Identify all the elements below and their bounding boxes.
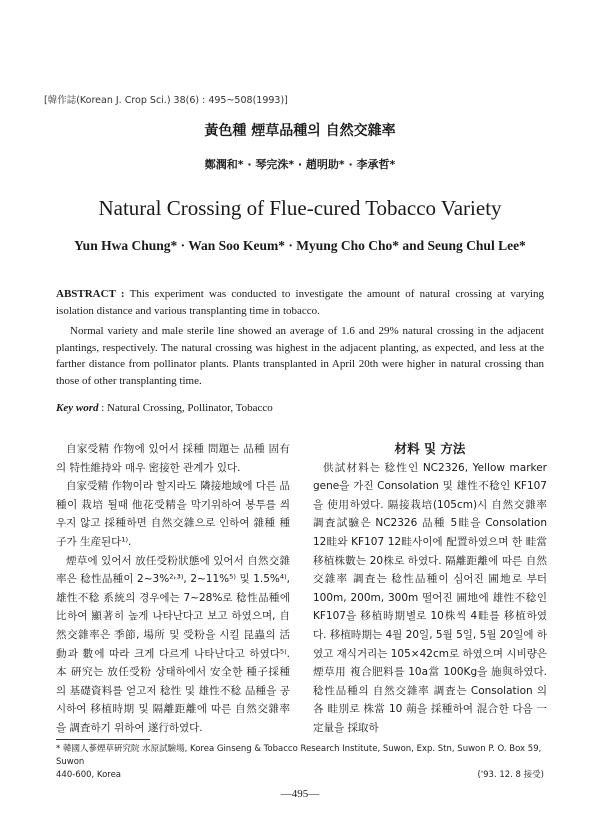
footnote-line-1: * 韓國人蔘煙草硏究院 水原試驗場, Korea Ginseng & Tobacco Research Institute, Suwon, Exp. Stn, Suwon P. O. Box 59, Suwon [56, 744, 542, 767]
keywords [56, 402, 273, 414]
abstract [56, 286, 544, 389]
footnote [56, 743, 544, 782]
footnote-received-date: ('93. 12. 8 接受) [477, 770, 544, 780]
intro-paragraph-1: 自家受精 作物에 있어서 採種 問題는 品種 固有의 特性維持와 매우 密接한 관계가 있다. [56, 443, 290, 474]
abstract-paragraph-1 [56, 286, 544, 319]
keywords-label: Key word [56, 402, 99, 414]
english-authors: Yun Hwa Chung* · Wan Soo Keum* · Myung Cho Cho* and Seung Chul Lee* [74, 238, 526, 253]
footnote-postcode: 440-600, Korea [56, 770, 122, 780]
right-column [313, 440, 547, 738]
korean-authors: 鄭潤和* · 琴完洙* · 趙明助* · 李承哲* [204, 158, 396, 171]
footnote-line-2 [56, 769, 544, 782]
methods-paragraph-1: 供試材料는 稔性인 NC2326, Yellow marker gene을 가진 Consolation 및 雄性不稔인 KF107을 使用하였다. 隔接栽培(105cm)시 自然交雜率 調査試驗은 NC2326 品種 5畦을 Consolation 12畦와 KF107 12畦사이에 配置하였으며 한 畦當 移植株數는 20株로 하였다. 隔離距離에 따른 自然交雜率 調査는 稔性品種이 심어진 圃地로 부터 100m, 200m, 300m 떨어진 圃地에 雄性不稔인 KF107을 移植時期별로 10株씩 4畦를 移植하였다. 移植時期는 4월 20일, 5월 5일, 5월 20일에 하였고 재식거리는 105×42cm로 하였으며 시비량은 煙草用 複合肥料를 10a當 100Kg을 施與하였다. 稔性品種의 自然交雜率 調査는 Consolation 의 各 畦別로 株當 10 蒴을 採種하여 混合한 다음 一定量을 採取하 [313, 461, 547, 734]
left-column [56, 440, 290, 738]
footnote-divider [56, 739, 150, 740]
intro-paragraph-2: 自家受精 作物이라 할지라도 隣接地域에 다른 品種이 栽培 될때 他花受精을 막기위하여 봉투를 씌우지 않고 採種하면 自然交雜으로 인하여 雜種 種子가 生産된다¹⁾. [56, 480, 290, 548]
abstract-label: ABSTRACT : [56, 288, 125, 300]
abstract-text-1: This experiment was conducted to investigate the amount of natural crossing at varying isolation distance and various transplanting time in tobacco. [56, 288, 544, 317]
abstract-paragraph-2: Normal variety and male sterile line showed an average of 1.6 and 29% natural crossing in the adjacent plantings, respectively. The natural crossing was highest in the adjacent planting, as expected, and less at the farther distance from pollinator plants. Plants transplanted in April 20th were higher in natural crossing than those of other transplanting time. [56, 325, 544, 387]
english-title: Natural Crossing of Flue-cured Tobacco Variety [98, 196, 502, 220]
journal-reference: [韓作誌(Korean J. Crop Sci.) 38(6) : 495~508(1993)] [44, 95, 288, 106]
keywords-text: : Natural Crossing, Pollinator, Tobacco [101, 402, 273, 414]
korean-title: 黃色種 煙草品種의 自然交雜率 [204, 123, 396, 139]
intro-paragraph-3: 煙草에 있어서 放任受粉狀態에 있어서 自然交雜率은 稔性品種이 2~3%²˒³⁾, 2~11%⁵⁾ 및 1.5%⁴⁾, 雄性不稔 系統의 경우에는 7~28%로 稔性品種에 比하여 顯著히 높게 나타난다고 보고 하였으며, 自然交雜率은 季節, 場所 및 受粉을 시킬 昆蟲의 活動과 數에 따라 크게 다르게 나타난다고 하였다⁵⁾. 本 硏究는 放任受粉 상태하에서 安全한 種子採種의 基礎資料를 얻고저 稔性 및 雄性不稔 品種을 공시하여 移植時期 및 隔離距離에 따른 自然交雜率을 調査하기 위하여 遂行하였다. [56, 554, 290, 734]
page-number: —495— [280, 788, 320, 800]
section-heading-methods: 材料 및 方法 [394, 441, 466, 456]
